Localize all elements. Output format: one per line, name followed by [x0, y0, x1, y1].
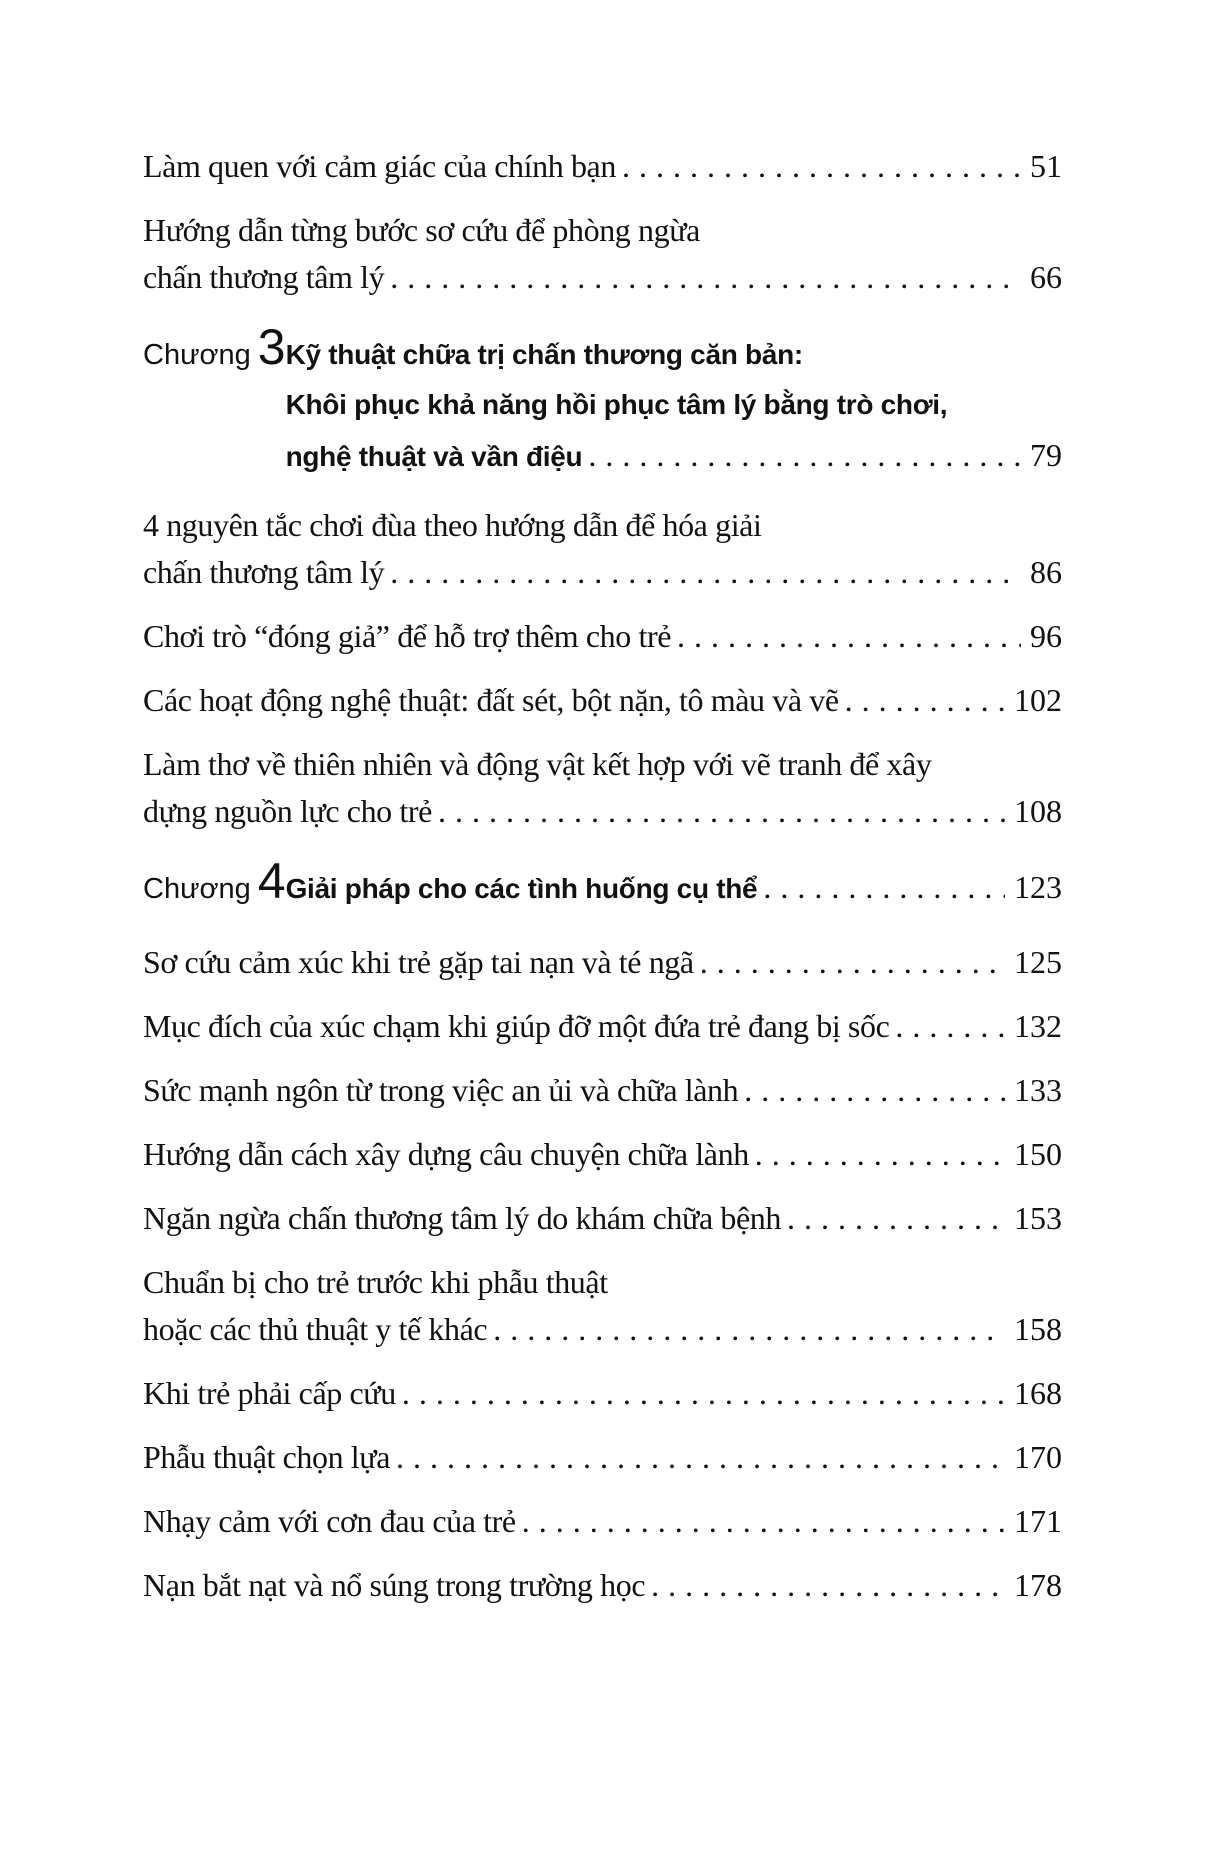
chapter-title-line [286, 330, 1062, 380]
toc-entry [143, 1498, 1062, 1545]
dot-leader [588, 430, 1021, 482]
chapter-number: 4 [257, 853, 286, 909]
toc-entry [143, 207, 1062, 301]
toc-entry-line [143, 1562, 1062, 1609]
chapter-label: Chương [143, 873, 251, 905]
dot-leader [390, 254, 1021, 301]
chapter-number: 3 [257, 319, 286, 375]
toc-entry-line [143, 1131, 1062, 1178]
toc-entry [143, 1195, 1062, 1242]
page-number: 123 [1014, 869, 1062, 905]
dot-leader [396, 1434, 1005, 1481]
toc-entry-text: chấn thương tâm lý [143, 554, 385, 590]
toc-entry-text: Khi trẻ phải cấp cứu [143, 1375, 396, 1411]
dot-leader [700, 939, 1005, 986]
page-number: 153 [1014, 1200, 1062, 1236]
page-number: 168 [1014, 1375, 1062, 1411]
dot-leader [622, 143, 1021, 190]
toc-entry [143, 1259, 1062, 1353]
page-number: 102 [1014, 682, 1062, 718]
dot-leader [493, 1306, 1005, 1353]
toc-entry [143, 1131, 1062, 1178]
dot-leader [438, 788, 1005, 835]
toc-entry-text: Sức mạnh ngôn từ trong việc an ủi và chữa lành [143, 1072, 739, 1108]
toc-entry-line [143, 677, 1062, 724]
chapter-title-text: Kỹ thuật chữa trị chấn thương căn bản: [285, 339, 803, 370]
toc-entry-line [143, 788, 1062, 835]
page-number: 86 [1030, 554, 1062, 590]
dot-leader [390, 549, 1021, 596]
toc-entry [143, 502, 1062, 596]
toc-chapter-entry [143, 319, 1062, 482]
toc-entry-text: Chơi trò “đóng giả” để hỗ trợ thêm cho trẻ [143, 618, 672, 654]
toc-entry-text: hoặc các thủ thuật y tế khác [143, 1311, 488, 1347]
toc-entry-line [143, 207, 1062, 254]
toc-entry [143, 1003, 1062, 1050]
chapter-heading [143, 319, 286, 385]
page-number: 133 [1014, 1072, 1062, 1108]
page-number: 150 [1014, 1136, 1062, 1172]
toc-entry-line [143, 1067, 1062, 1114]
toc-entry-text: chấn thương tâm lý [143, 259, 385, 295]
toc-entry-line [143, 613, 1062, 660]
toc-list [143, 143, 1062, 1626]
toc-entry-line [143, 254, 1062, 301]
toc-entry [143, 939, 1062, 986]
toc-entry-text: dựng nguồn lực cho trẻ [143, 793, 432, 829]
toc-entry-text: Mục đích của xúc chạm khi giúp đỡ một đứa trẻ đang bị sốc [143, 1008, 890, 1044]
toc-entry-line [143, 1306, 1062, 1353]
page-number: 96 [1030, 618, 1062, 654]
chapter-title-text: nghệ thuật và vần điệu [285, 441, 583, 472]
page-number: 125 [1014, 944, 1062, 980]
toc-entry-line [143, 1370, 1062, 1417]
toc-entry [143, 741, 1062, 835]
toc-entry [143, 1434, 1062, 1481]
page-number: 178 [1014, 1567, 1062, 1603]
toc-entry-text: Các hoạt động nghệ thuật: đất sét, bột nặn, tô màu và vẽ [143, 682, 839, 718]
page-number: 51 [1030, 148, 1062, 184]
toc-entry [143, 1067, 1062, 1114]
toc-entry [143, 143, 1062, 190]
toc-entry-line [143, 143, 1062, 190]
toc-entry-line [143, 1498, 1062, 1545]
chapter-title-text: Khôi phục khả năng hồi phục tâm lý bằng trò chơi, [285, 389, 948, 420]
toc-entry [143, 677, 1062, 724]
toc-entry-text: Phẫu thuật chọn lựa [143, 1439, 391, 1475]
toc-entry-line [143, 502, 1062, 549]
dot-leader [845, 677, 1005, 724]
dot-leader [755, 1131, 1005, 1178]
dot-leader [787, 1195, 1005, 1242]
chapter-title-line [286, 430, 1062, 482]
toc-entry-text: Hướng dẫn cách xây dựng câu chuyện chữa lành [143, 1136, 749, 1172]
page-number: 108 [1014, 793, 1062, 829]
toc-entry-line [143, 1434, 1062, 1481]
dot-leader [651, 1562, 1005, 1609]
chapter-label: Chương [143, 339, 251, 371]
toc-entry-line [143, 741, 1062, 788]
toc-entry-line [143, 1259, 1062, 1306]
page-number: 158 [1014, 1311, 1062, 1347]
toc-entry-text: Nhạy cảm với cơn đau của trẻ [143, 1503, 516, 1539]
page-number: 171 [1014, 1503, 1062, 1539]
page-number: 79 [1030, 437, 1062, 473]
toc-entry-line [143, 939, 1062, 986]
dot-leader [763, 862, 1005, 914]
toc-chapter-entry [143, 853, 1062, 919]
chapter-title-line [286, 862, 1062, 914]
dot-leader [402, 1370, 1005, 1417]
dot-leader [522, 1498, 1005, 1545]
dot-leader [744, 1067, 1005, 1114]
toc-entry-text: Sơ cứu cảm xúc khi trẻ gặp tai nạn và té ngã [143, 944, 694, 980]
toc-entry [143, 1562, 1062, 1609]
dot-leader [677, 613, 1021, 660]
toc-entry-text: Hướng dẫn từng bước sơ cứu để phòng ngừa [143, 212, 700, 248]
chapter-heading [143, 853, 286, 919]
page-number: 170 [1014, 1439, 1062, 1475]
toc-entry [143, 1370, 1062, 1417]
toc-entry-text: Nạn bắt nạt và nổ súng trong trường học [143, 1567, 646, 1603]
toc-entry-line [143, 1003, 1062, 1050]
toc-entry-text: 4 nguyên tắc chơi đùa theo hướng dẫn để hóa giải [143, 507, 762, 543]
chapter-title [286, 862, 1062, 914]
toc-entry-line [143, 1195, 1062, 1242]
toc-entry-text: Chuẩn bị cho trẻ trước khi phẫu thuật [143, 1264, 608, 1300]
chapter-title [286, 330, 1062, 482]
dot-leader [895, 1003, 1005, 1050]
toc-entry-line [143, 549, 1062, 596]
chapter-title-text: Giải pháp cho các tình huống cụ thể [285, 873, 758, 904]
chapter-title-line [286, 380, 1062, 430]
toc-entry-text: Ngăn ngừa chấn thương tâm lý do khám chữa bệnh [143, 1200, 781, 1236]
page-number: 132 [1014, 1008, 1062, 1044]
page-number: 66 [1030, 259, 1062, 295]
toc-entry-text: Làm quen với cảm giác của chính bạn [143, 148, 616, 184]
toc-entry [143, 613, 1062, 660]
toc-entry-text: Làm thơ về thiên nhiên và động vật kết hợp với vẽ tranh để xây [143, 746, 932, 782]
